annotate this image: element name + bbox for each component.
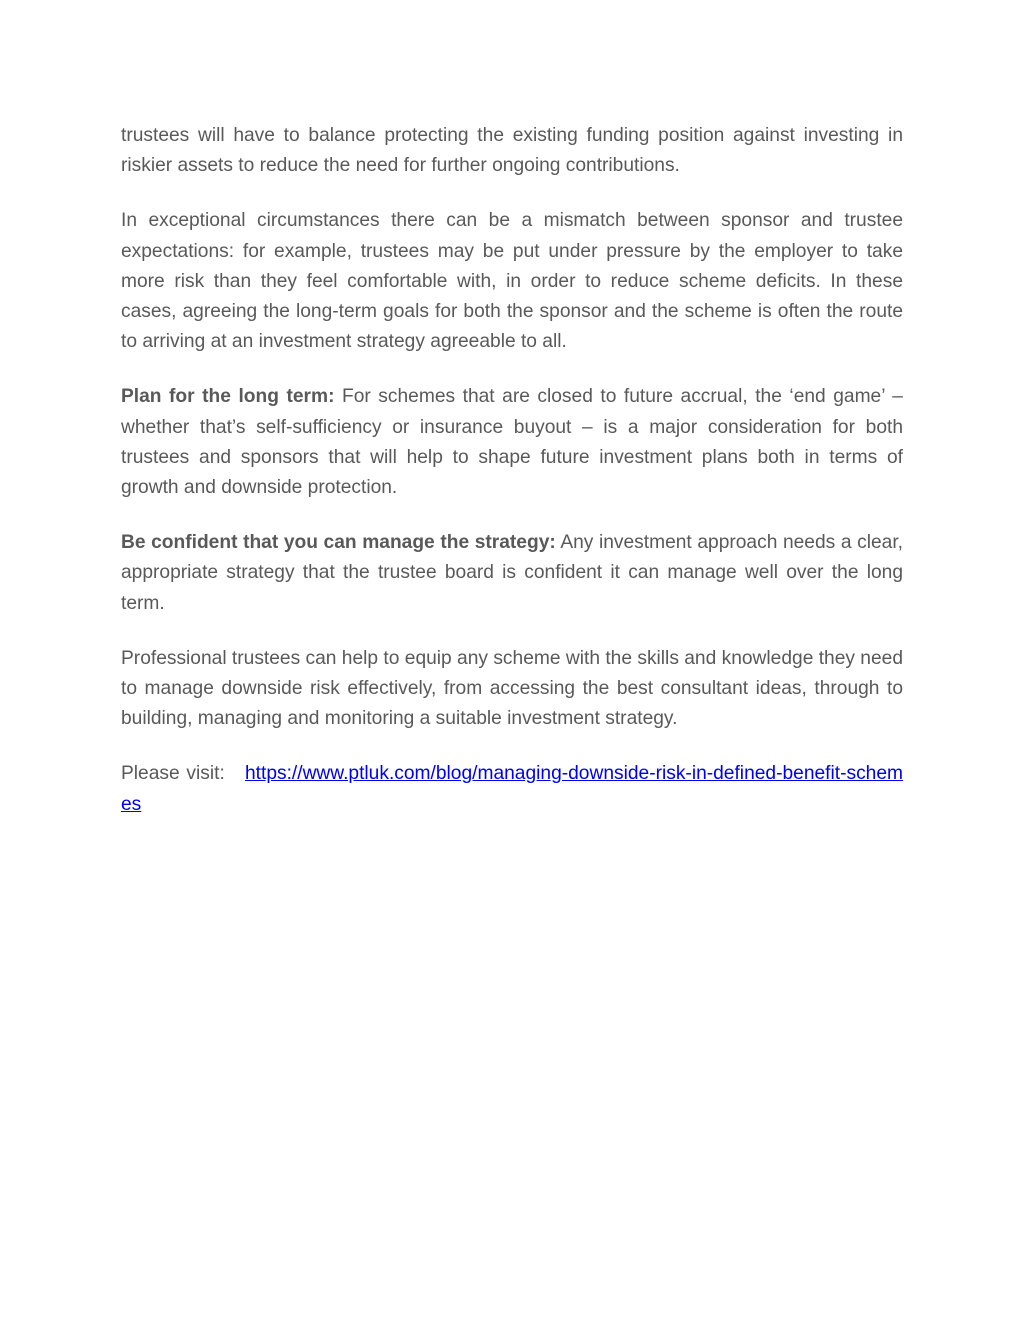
- paragraph-exceptional-circumstances: [121, 206, 903, 357]
- visit-link[interactable]: https://www.ptluk.com/blog/managing-downside-risk-in-defined-benefit-schemes: [121, 763, 903, 815]
- paragraph-plan-long-term: [121, 382, 903, 503]
- paragraph-text: In exceptional circumstances there can be a mismatch between sponsor and trustee expectations: for example, trustees may be put under pressure by the employer to take more risk than they feel comfortable with, in order to reduce scheme deficits. In these cases, agreeing the long-term goals for both the sponsor and the scheme is often the route to arriving at an investment strategy agreeable to all.: [121, 210, 903, 353]
- document-page: [121, 121, 903, 845]
- paragraph-lead: Plan for the long term:: [121, 386, 335, 408]
- paragraph-text: For schemes that are closed to future accrual, the ‘end game’ – whether that’s self-sufficiency or insurance buyout – is a major consideration for both trustees and sponsors that will help to shape future investment plans both in terms of growth and downside protection.: [121, 386, 903, 499]
- paragraph-manage-strategy: [121, 528, 903, 619]
- paragraph-lead: Be confident that you can manage the strategy:: [121, 532, 556, 554]
- paragraph-text: trustees will have to balance protecting the existing funding position against investing in riskier assets to reduce the need for further ongoing contributions.: [121, 125, 903, 177]
- paragraph-funding-balance: [121, 121, 903, 181]
- visit-paragraph: [121, 759, 903, 819]
- paragraph-text: Any investment approach needs a clear, appropriate strategy that the trustee board is confident it can manage well over the long term.: [121, 532, 903, 614]
- visit-label: Please visit:: [121, 763, 225, 785]
- paragraph-text: Professional trustees can help to equip any scheme with the skills and knowledge they need to manage downside risk effectively, from accessing the best consultant ideas, through to building, managing and monitoring a suitable investment strategy.: [121, 647, 903, 730]
- paragraph-professional-trustees: [121, 644, 903, 735]
